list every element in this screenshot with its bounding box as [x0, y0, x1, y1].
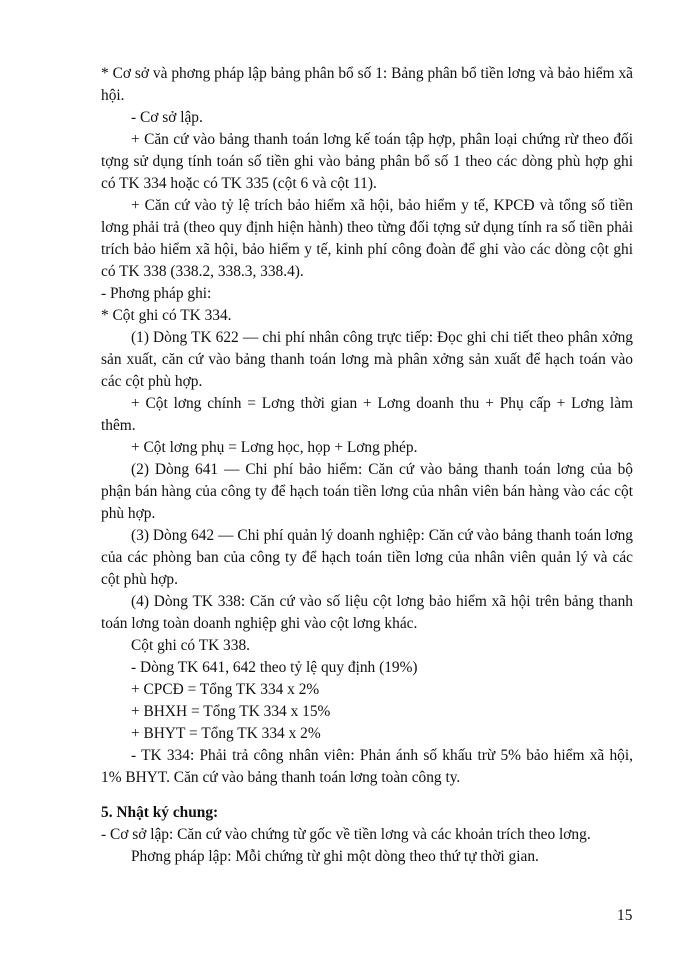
paragraph-rate: - Dòng TK 641, 642 theo tỷ lệ quy định (19%) — [131, 659, 418, 676]
paragraph-basis: - Cơ sở lập. — [131, 109, 203, 126]
paragraph-line-338: (4) Dòng TK 338: Căn cứ vào số liệu cột lơng bảo hiểm xã hội trên bảng thanh toán lơng toàn doanh nghiệp ghi vào cột lơng khác. — [101, 593, 633, 632]
paragraph-line-622: (1) Dòng TK 622 — chi phí nhân công trực tiếp: Đọc ghi chi tiết theo phân xởng sản xuất, căn cứ vào bảng thanh toán lơng mà phân xởng sản xuất để hạch toán vào các cột phù hợp. — [101, 329, 633, 390]
paragraph-line-641: (2) Dòng 641 — Chi phí bảo hiểm: Căn cứ vào bảng thanh toán lơng của bộ phận bán hàng của công ty để hạch toán tiền lơng của nhân viên bán hàng vào các cột phù hợp. — [101, 461, 633, 522]
body-text — [101, 63, 633, 868]
paragraph-line-642: (3) Dòng 642 — Chi phí quản lý doanh nghiệp: Căn cứ vào bảng thanh toán lơng của các phòng ban của công ty để hạch toán tiền lơng của nhân viên quản lý và các cột phù hợp. — [101, 527, 633, 588]
paragraph-tk334: * Cột ghi có TK 334. — [101, 307, 232, 324]
paragraph-extra-wage: + Cột lơng phụ = Lơng học, họp + Lơng phép. — [131, 439, 418, 456]
paragraph-main-wage: + Cột lơng chính = Lơng thời gian + Lơng doanh thu + Phụ cấp + Lơng làm thêm. — [101, 395, 633, 434]
paragraph-intro: * Cơ sở và phơng pháp lập bảng phân bổ số 1: Bảng phân bổ tiền lơng và bảo hiểm xã hội. — [101, 65, 633, 104]
paragraph-journal-basis: - Cơ sở lập: Căn cứ vào chứng từ gốc về tiền lơng và các khoản trích theo lơng. — [101, 826, 591, 843]
paragraph-basis-2: + Căn cứ vào tỷ lệ trích bảo hiểm xã hội, bảo hiểm y tế, KPCĐ và tổng số tiền lơng phải trả (theo quy định hiện hành) theo từng đối tợng sử dụng tính ra số tiền phải trích bảo hiểm xã hội, bảo hiểm y tế, kinh phí công đoàn để ghi vào các dòng cột ghi có TK 338 (338.2, 338.3, 338.4). — [101, 197, 633, 280]
paragraph-tk338: Cột ghi có TK 338. — [131, 637, 250, 654]
paragraph-method: - Phơng pháp ghi: — [101, 285, 212, 302]
section-heading: 5. Nhật ký chung: — [101, 804, 219, 821]
page-number: 15 — [617, 907, 633, 924]
paragraph-basis-1: + Căn cứ vào bảng thanh toán lơng kế toán tập hợp, phân loại chứng rừ theo đối tợng sử dụng tính toán số tiền ghi vào bảng phân bổ số 1 theo các dòng phù hợp ghi có TK 334 hoặc có TK 335 (cột 6 và cột 11). — [101, 131, 633, 192]
paragraph-journal-method: Phơng pháp lập: Mỗi chứng từ ghi một dòng theo thứ tự thời gian. — [131, 848, 539, 865]
formula-bhyt: + BHYT = Tổng TK 334 x 2% — [131, 725, 321, 742]
paragraph-tk334-deduct: - TK 334: Phải trả công nhân viên: Phản ánh số khấu trừ 5% bảo hiểm xã hội, 1% BHYT. Căn cứ vào bảng thanh toán lơng toàn công ty. — [101, 747, 633, 786]
formula-cpcd: + CPCĐ = Tổng TK 334 x 2% — [131, 681, 320, 698]
formula-bhxh: + BHXH = Tổng TK 334 x 15% — [131, 703, 331, 720]
